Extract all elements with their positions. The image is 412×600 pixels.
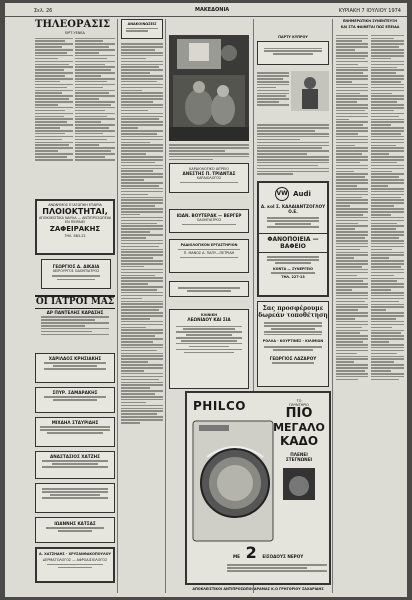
doctor-box [35, 451, 115, 479]
text-column-5 [336, 19, 404, 593]
ad-philco [185, 391, 331, 585]
ad-berger [169, 209, 249, 233]
doctor-box [35, 517, 115, 543]
info-box [257, 41, 329, 65]
ad-vw [257, 181, 329, 297]
page-header [5, 3, 407, 17]
announcement-title: ΑΝΑΚΟΙΝΩΣΕΙΣ [127, 22, 157, 26]
ad-line: ΟΔΟΝΤΙΑΤΡΟΣ [196, 218, 222, 222]
ad-gewrgios [41, 259, 111, 289]
ad-name: ΛΕΩΝΙΔΟΥ ΚΑΙ ΣΙΑ [187, 317, 231, 323]
ad-tel: ΤΗΛ. 863-22 [64, 233, 86, 238]
ad-name: ΖΑΦΕΙΡΑΚΗΣ [49, 224, 101, 233]
philco-brand: PHILCO [193, 399, 246, 413]
ad-title: ΠΛΟΙΟΚΤΗΤΑΙ, [42, 207, 108, 217]
small-photo [291, 71, 329, 111]
ad-clinic [169, 309, 249, 389]
ad-doron [257, 301, 329, 387]
doctor-name: ΙΩΑΝΝΗΣ ΚΑΤΣΑΣ [54, 521, 96, 526]
washing-machine-image [191, 417, 277, 547]
ad-name: ΓΕΩΡΓΙΟΣ Δ. ΔΙΚΑΙΑ [52, 264, 100, 269]
ad-line: ΑΠΟΚΛΕΙΣΤΙΚΑ ΝΑΥΛΑ — ΑΝΤΙΠΡΟΣΩΠΕΙΑΙ ΕΝ ΠΕΙΡΑΙΕΙ [38, 216, 112, 225]
news-photo [169, 35, 249, 141]
newspaper-name: ΜΑΚΕΔΟΝΙΑ [195, 7, 230, 13]
ad-line: ΚΛΙΝΙΚΗ [200, 313, 218, 317]
newspaper-page [5, 3, 407, 597]
philco-tagline: ΠΛΥΝΤΗΡΙΟ [289, 403, 309, 408]
philco-dealer-line: ΑΠΟΚΛΕΙΣΤΙΚΟΙ ΑΝΤΙΠΡΟΣΩΠΟΙ ΔΡΑΜΑΣ Κ.Ο ΓΡΗΓΟΡΙΟΥ ΣΑΧΑΡΙΔΗΣ [192, 587, 324, 591]
doron-name: ΓΕΩΡΓΙΟΣ ΛΑΖΑΡΟΥ [269, 356, 317, 362]
ad-radiology [169, 239, 249, 273]
tv-title: ΤΗΛΕΟΡΑΣΙΣ [35, 19, 111, 30]
headline: ΚΑΙ ΣΤΑ ΦΑΙΝΕΤΑΙ ΠΩΣ ΕΠΕΙΔΑ [340, 25, 400, 30]
doctor-box [35, 353, 115, 383]
column-4-top [257, 35, 329, 65]
column-4-text [257, 71, 289, 107]
doctors-section [35, 295, 115, 597]
tv-subtitle: ΕΙΡΤ-ΥΕΝΕΔ [65, 31, 85, 35]
photo-image [291, 71, 329, 111]
philco-dealer [185, 587, 331, 591]
doctor-name: ΜΙΧΑΗΛ ΣΤΑΥΡΙΔΗΣ [51, 420, 99, 425]
photo-caption: ΠΑΡΤΥ ΚΥΠΡΟΥ [278, 35, 308, 39]
philco-sub: ΠΛΕΝΕΙ [290, 452, 308, 458]
vw-tel: ΤΗΛ. 227-13 [281, 275, 305, 280]
ad-line: ΡΑΔΙΟΛΟΓΙΚΟΝ ΕΡΓΑΣΤΗΡΙΟΝ [180, 243, 238, 247]
ad-line: ΚΑΡΔΙΟΛΟΓΙΚΟ ΙΑΤΡΕΙΟ [189, 167, 229, 171]
ad-line: ΑΝΩΝΥΜΟΣ ΕΞΑΓΩΓΙΚΗ ΕΤΑΙΡΙΑ [48, 203, 102, 207]
philco-tagline: ΤΟ [296, 399, 302, 403]
doron-title: δωρεάν τοποθέτηση [258, 312, 328, 319]
ad-kardiologos [169, 163, 249, 193]
doctor-box [35, 483, 115, 513]
doron-line: ΡΟΛΛΑ - ΚΟΥΡΤΙΝΕΣ - ΚΙΛΙΜΙΩΝ [262, 338, 324, 343]
announcement-box [121, 19, 163, 39]
ad-small [169, 281, 249, 297]
ad-name: ΑΝΕΣΤΗΣ Π. ΤΡΙΑΝΤΑΣ [182, 171, 236, 177]
doctor-box [35, 417, 115, 447]
ad-title: ΙΩΑΝ. ΒΟΥΤΕΡΑΚ — ΒΕΡΓΕΡ [176, 213, 242, 218]
doctor-name: ΣΠΥΡ. ΣΑΜΑΡΑΚΗΣ [52, 390, 98, 395]
philco-headline: ΜΕΓΑΛΟ [273, 421, 325, 435]
column-rule [165, 19, 166, 593]
text-column-2 [121, 19, 163, 593]
vw-company: Α. κοΙ Σ. ΚΑΛΑΙΑΝΤΖΟΓΛΟΥ Ο.Ε. [260, 204, 326, 214]
philco-bottom: ΜΕ [233, 554, 241, 559]
doctors-title: ΟΙ ΙΑΤΡΟΙ ΜΑΣ [35, 297, 115, 307]
doctor-box [35, 547, 115, 583]
philco-headline: ΠΙΟ [285, 406, 313, 422]
column-rule [332, 19, 333, 593]
doctor-name: Α. ΧΑΤΖΗΔΗΣ - ΧΡΥΣΑΝΘΑΚΟΠΟΥΛΟΥ [39, 552, 111, 556]
doctor-name: ΧΑΡΙΛΑΟΣ ΚΡΗΣΙΑΚΗΣ [48, 356, 102, 361]
doctor-box [35, 387, 115, 413]
tv-schedule [35, 36, 115, 198]
dryer-image [279, 466, 319, 502]
philco-headline: ΚΑΔΟ [279, 434, 319, 449]
audi-logo: Audi [293, 190, 311, 198]
doctor-name: ΑΝΑΣΤΑΣΙΟΣ ΧΑΤΖΗΣ [50, 454, 100, 459]
philco-sub: ΣΤΕΓΝΩΝΕΙ [285, 457, 313, 463]
philco-bottom: ΕΙΣΟΔΟΥΣ ΝΕΡΟΥ [262, 554, 304, 559]
doctor-name: ΔΡ ΠΑΝΤΕΛΗΣ ΚΑΡΑΣΗΣ [46, 310, 104, 315]
column-4-text-2 [257, 123, 329, 176]
issue-date: ΚΥΡΙΑΚΗ 7 ΙΟΥΛΙΟΥ 1974 [338, 8, 401, 14]
doctor-specialty: ΔΕΡΜΑΤΟΛΟΓΟΣ — ΑΦΡΟΔΙΣΙΟΛΟΓΟΣ [42, 558, 108, 563]
doron-title: Σας προσφέρουμε [262, 305, 324, 312]
vw-logo: VW [275, 187, 289, 201]
vw-service: ΦΑΝΟΠΟΙΕΙΑ — ΒΑΦΕΙΟ [259, 233, 327, 253]
vw-service: ΚΟΝΤΑ — ΣΥΝΕΡΓΕΙΟ [272, 266, 314, 271]
ad-ploioktitai [35, 199, 115, 255]
ad-line: Π. ΜΑΝΟΣ Δ. ΠΑΠΥ—ΠΕΤΡΙΔΗ [183, 251, 235, 256]
page-number: Σελ. 26 [34, 8, 53, 14]
philco-bottom-number: 2 [245, 543, 257, 562]
ad-line: ΧΕΙΡΟΥΡΓΟΣ ΟΔΟΝΤΙΑΤΡΟΣ [52, 269, 100, 273]
column-rule [117, 19, 118, 593]
photo-image [169, 35, 249, 141]
photo-caption-lines [169, 143, 249, 162]
ad-line: ΚΑΡΔΙΟΛΟΓΟΣ [196, 176, 222, 181]
headline: ΕΝΗΜΕΡΩΤΙΚΗ ΣΥΝΕΝΤΕΥΞΗ [342, 19, 398, 23]
